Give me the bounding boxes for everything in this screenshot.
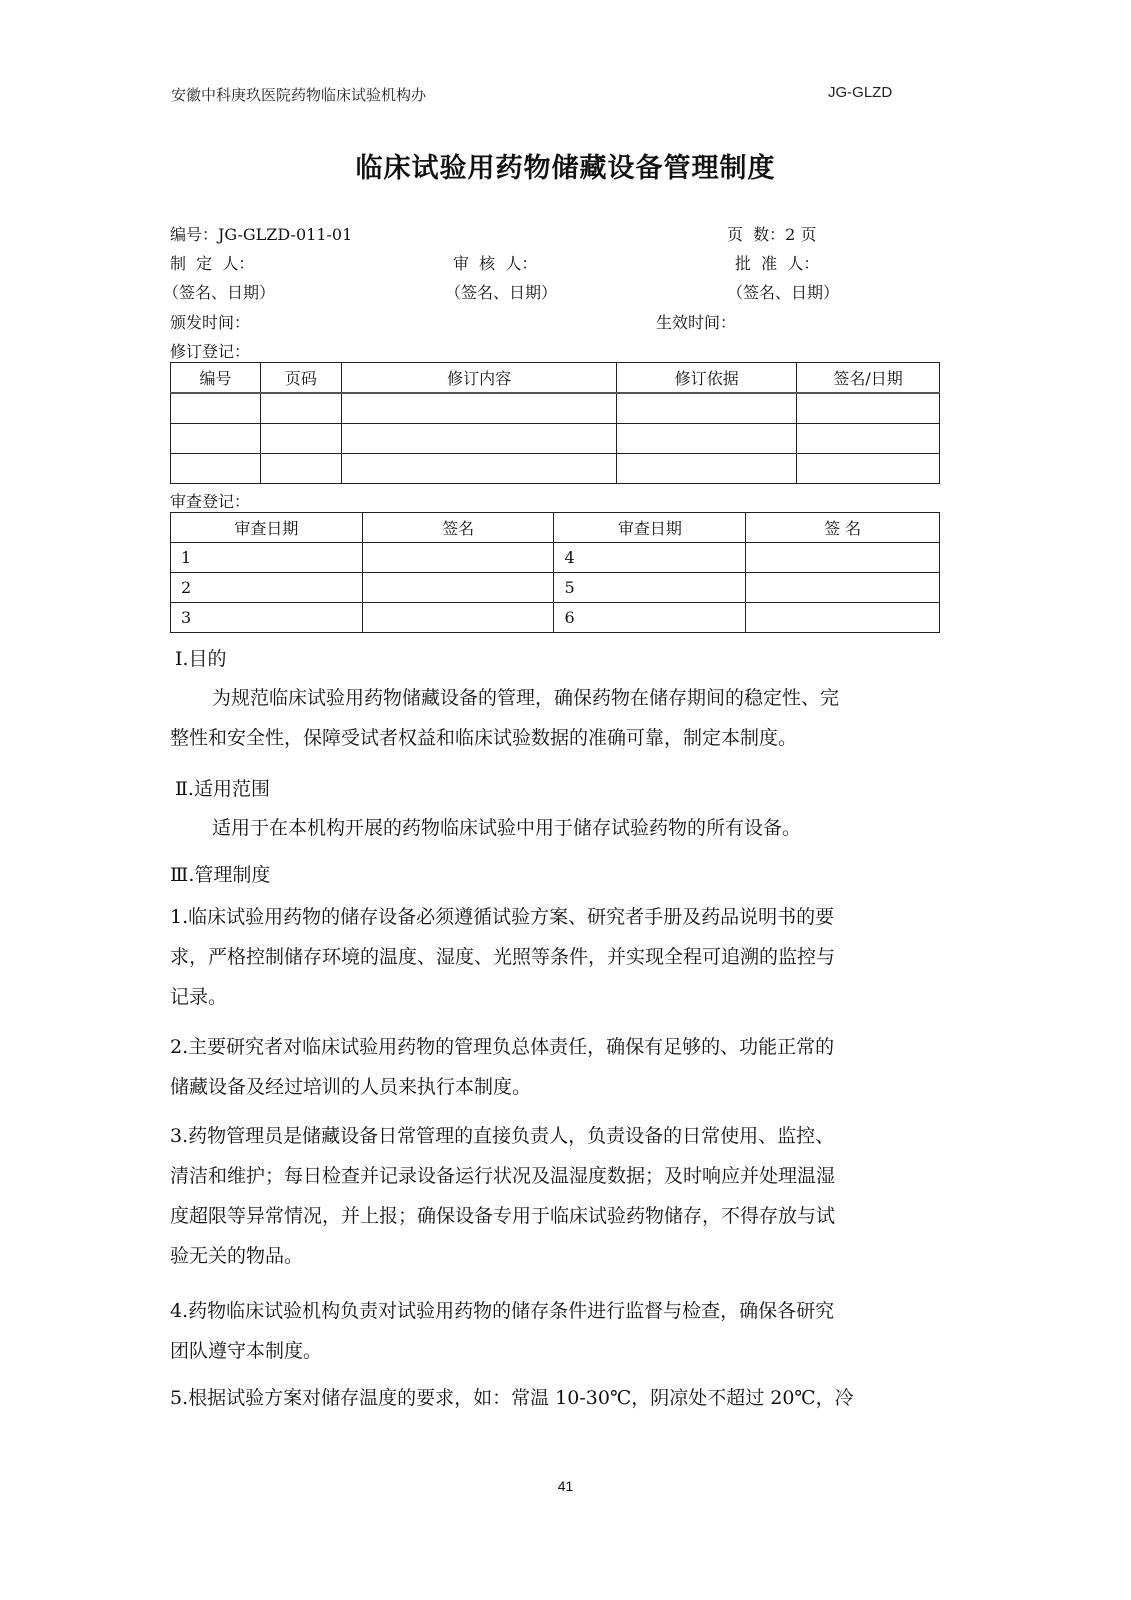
revision-table-header: [171, 363, 940, 394]
section-scope-heading: Ⅱ.适用范围: [175, 778, 270, 800]
table-cell: 5: [554, 573, 746, 603]
table-cell: [341, 454, 617, 484]
table-cell: [341, 424, 617, 454]
text-line: 为规范临床试验用药物储藏设备的管理，确保药物在储存期间的稳定性、完: [212, 687, 840, 709]
table-cell: [171, 454, 261, 484]
table-cell: [797, 454, 940, 484]
table-cell: [617, 393, 797, 424]
text-line: 团队遵守本制度。: [170, 1340, 323, 1362]
audit-header-date-1: 审查日期: [171, 513, 363, 543]
table-cell: [362, 573, 554, 603]
section-purpose-body: [170, 678, 942, 758]
audit-header-sign-1: 签名: [362, 513, 554, 543]
text-line: 求，严格控制储存环境的温度、湿度、光照等条件，并实现全程可追溯的监控与: [170, 946, 836, 968]
table-row: [171, 393, 940, 424]
table-cell: [341, 393, 617, 424]
table-cell: [260, 393, 341, 424]
table-cell: [746, 543, 940, 573]
text-line: 适用于在本机构开展的药物临床试验中用于储存试验药物的所有设备。: [212, 817, 802, 839]
revision-header-page: 页码: [260, 363, 341, 394]
table-cell: [171, 424, 261, 454]
document-number: 编号：JG-GLZD-011-01: [170, 225, 353, 244]
rule-item-5: [170, 1378, 942, 1418]
table-row: [171, 543, 940, 573]
revision-header-content: 修订内容: [341, 363, 617, 394]
approver-sign-date: （签名、日期）: [727, 283, 840, 302]
section-rules-heading: Ⅲ.管理制度: [170, 864, 271, 886]
revision-header-number: 编号: [171, 363, 261, 394]
effective-time-label: 生效时间：: [656, 313, 737, 332]
table-cell: [171, 393, 261, 424]
table-cell: [260, 424, 341, 454]
text-line: 整性和安全性，保障受试者权益和临床试验数据的准确可靠，制定本制度。: [170, 727, 798, 749]
audit-table-header: [171, 513, 940, 543]
table-cell: [746, 603, 940, 633]
text-line: 5.根据试验方案对储存温度的要求，如：常温 10-30℃，阴凉处不超过 20℃，冷: [170, 1387, 854, 1409]
table-cell: [260, 454, 341, 484]
table-cell: 2: [171, 573, 363, 603]
table-cell: [797, 393, 940, 424]
audit-header-sign-2: 签 名: [746, 513, 940, 543]
rule-item-2: [170, 1027, 942, 1107]
table-cell: 6: [554, 603, 746, 633]
table-cell: [617, 424, 797, 454]
text-line: 1.临床试验用药物的储存设备必须遵循试验方案、研究者手册及药品说明书的要: [170, 906, 835, 928]
audit-record-label: 审查登记：: [170, 492, 251, 511]
table-cell: [362, 603, 554, 633]
table-cell: 1: [171, 543, 363, 573]
maker-label: 制 定 人：: [170, 254, 255, 273]
section-purpose-heading: Ⅰ.目的: [175, 648, 227, 670]
text-line: 2.主要研究者对临床试验用药物的管理负总体责任，确保有足够的、功能正常的: [170, 1036, 835, 1058]
revision-table: [170, 362, 940, 484]
issue-time-label: 颁发时间：: [170, 313, 251, 332]
audit-header-date-2: 审查日期: [554, 513, 746, 543]
reviewer-label: 审 核 人：: [453, 254, 538, 273]
reviewer-sign-date: （签名、日期）: [445, 283, 558, 302]
text-line: 验无关的物品。: [170, 1245, 304, 1267]
text-line: 记录。: [170, 986, 228, 1008]
rule-item-4: [170, 1291, 942, 1371]
text-line: 清洁和维护；每日检查并记录设备运行状况及温湿度数据；及时响应并处理温湿: [170, 1165, 836, 1187]
header-code: JG-GLZD: [828, 84, 893, 101]
revision-header-basis: 修订依据: [617, 363, 797, 394]
table-row: [171, 603, 940, 633]
rule-item-3: [170, 1116, 942, 1276]
table-row: [171, 454, 940, 484]
approver-label: 批 准 人：: [735, 254, 820, 273]
page-count: 页 数：2 页: [727, 225, 817, 244]
text-line: 3.药物管理员是储藏设备日常管理的直接负责人，负责设备的日常使用、监控、: [170, 1125, 835, 1147]
table-cell: [746, 573, 940, 603]
text-line: 4.药物临床试验机构负责对试验用药物的储存条件进行监督与检查，确保各研究: [170, 1300, 835, 1322]
section-scope-body: [170, 808, 942, 848]
table-cell: [617, 454, 797, 484]
document-title: 临床试验用药物储藏设备管理制度: [355, 153, 776, 184]
table-cell: 4: [554, 543, 746, 573]
rule-item-1: [170, 897, 942, 1017]
text-line: 储藏设备及经过培训的人员来执行本制度。: [170, 1076, 532, 1098]
maker-sign-date: （签名、日期）: [163, 283, 276, 302]
revision-header-sign-date: 签名/日期: [797, 363, 940, 394]
page-number: 41: [557, 1478, 574, 1494]
table-row: [171, 424, 940, 454]
table-cell: 3: [171, 603, 363, 633]
text-line: 度超限等异常情况，并上报；确保设备专用于临床试验药物储存，不得存放与试: [170, 1205, 836, 1227]
table-cell: [797, 424, 940, 454]
header-organization: 安徽中科庚玖医院药物临床试验机构办: [171, 86, 427, 104]
table-cell: [362, 543, 554, 573]
audit-table: [170, 512, 940, 633]
revision-record-label: 修订登记：: [170, 342, 251, 361]
table-row: [171, 573, 940, 603]
